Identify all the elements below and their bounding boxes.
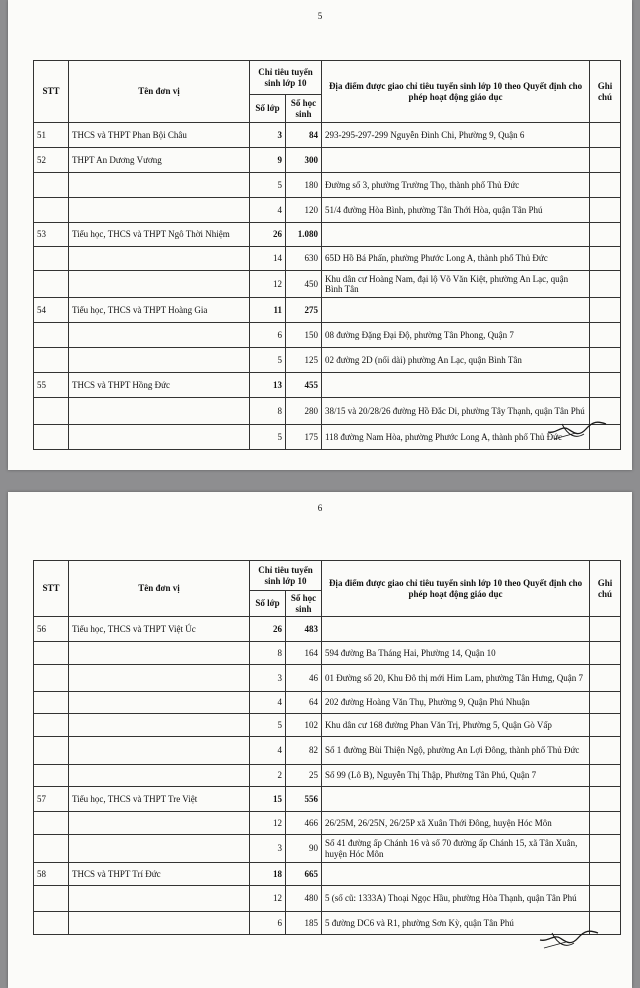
row-address: 26/25M, 26/25N, 26/25P xã Xuân Thới Đông, huyện Hóc Môn [322,812,590,835]
row-classes: 3 [250,123,286,148]
signature-mark [538,925,600,951]
row-address: 02 đường 2D (nối dài) phường An Lạc, quận Bình Tân [322,348,590,373]
row-classes: 12 [250,886,286,912]
row-classes: 5 [250,348,286,373]
row-stt: 54 [34,298,69,323]
row-classes: 18 [250,863,286,886]
row-address: 594 đường Ba Tháng Hai, Phường 14, Quận 10 [322,642,590,665]
document-page-5 [8,0,632,470]
table-row [34,665,621,692]
table-row [34,398,621,425]
table-row [34,692,621,714]
row-stt [34,642,69,665]
row-classes: 4 [250,737,286,765]
row-address [322,617,590,642]
row-students: 175 [286,425,322,450]
header-note: Ghi chú [590,61,621,123]
table-row [34,298,621,323]
row-address: Số 99 (Lô B), Nguyễn Thị Thập, Phường Tân Phú, Quận 7 [322,765,590,787]
row-students: 630 [286,247,322,271]
row-school-name [69,765,250,787]
header-note: Ghi chú [590,561,621,617]
row-students: 275 [286,298,322,323]
table-row [34,886,621,912]
row-school-name: THCS và THPT Phan Bội Châu [69,123,250,148]
table-body [34,617,621,935]
table-row [34,123,621,148]
row-note [590,247,621,271]
row-school-name [69,271,250,298]
row-students: 64 [286,692,322,714]
row-classes: 26 [250,223,286,247]
row-classes: 6 [250,912,286,935]
page-number: 5 [317,11,323,21]
table-row [34,765,621,787]
row-note [590,787,621,812]
row-students: 25 [286,765,322,787]
row-school-name: Tiểu học, THCS và THPT Ngô Thời Nhiệm [69,223,250,247]
row-students: 1.080 [286,223,322,247]
table-row [34,617,621,642]
row-stt [34,198,69,223]
row-classes: 2 [250,765,286,787]
table-row [34,863,621,886]
table-row [34,787,621,812]
row-classes: 5 [250,425,286,450]
row-students: 466 [286,812,322,835]
row-stt [34,348,69,373]
row-stt: 52 [34,148,69,173]
row-students: 164 [286,642,322,665]
row-school-name [69,348,250,373]
row-students: 556 [286,787,322,812]
quota-table [33,60,621,450]
row-classes: 8 [250,642,286,665]
row-school-name: THPT An Dương Vương [69,148,250,173]
header-stt: STT [34,61,69,123]
row-school-name [69,425,250,450]
table-row [34,835,621,863]
header-address: Địa điểm được giao chỉ tiêu tuyển sinh lớp 10 theo Quyết định cho phép hoạt động giáo dục [322,61,590,123]
row-address: 118 đường Nam Hòa, phường Phước Long A, thành phố Thủ Đức [322,425,590,450]
document-page-6 [8,492,632,988]
row-address: Khu dân cư 168 đường Phan Văn Trị, Phường 5, Quận Gò Vấp [322,714,590,737]
row-stt [34,765,69,787]
row-note [590,123,621,148]
header-quota: Chỉ tiêu tuyển sinh lớp 10 [250,61,322,95]
row-stt [34,323,69,348]
row-stt: 51 [34,123,69,148]
row-stt [34,714,69,737]
row-address: 293-295-297-299 Nguyễn Đình Chi, Phường 9, Quận 6 [322,123,590,148]
row-address [322,863,590,886]
row-address: 65D Hồ Bá Phấn, phường Phước Long A, thành phố Thủ Đức [322,247,590,271]
table-row [34,425,621,450]
row-address: 51/4 đường Hòa Bình, phường Tân Thới Hòa, quận Tân Phú [322,198,590,223]
row-students: 280 [286,398,322,425]
row-stt [34,737,69,765]
table-row [34,148,621,173]
row-classes: 12 [250,812,286,835]
table-row [34,247,621,271]
row-note [590,765,621,787]
row-note [590,692,621,714]
row-students: 84 [286,123,322,148]
row-address: 202 đường Hoàng Văn Thụ, Phường 9, Quận Phú Nhuận [322,692,590,714]
table-row [34,323,621,348]
row-school-name [69,642,250,665]
row-classes: 3 [250,665,286,692]
row-address: 5 (số cũ: 1333A) Thoại Ngọc Hầu, phường Hòa Thạnh, quận Tân Phú [322,886,590,912]
header-students: Số học sinh [286,591,322,617]
table-row [34,812,621,835]
header-students: Số học sinh [286,95,322,123]
row-stt [34,692,69,714]
row-school-name [69,665,250,692]
row-classes: 8 [250,398,286,425]
row-note [590,835,621,863]
table-row [34,348,621,373]
row-students: 180 [286,173,322,198]
row-note [590,298,621,323]
signature-mark [546,415,608,441]
table-row [34,198,621,223]
row-address [322,223,590,247]
row-students: 483 [286,617,322,642]
page-number: 6 [317,503,323,513]
row-address [322,148,590,173]
row-classes: 13 [250,373,286,398]
quota-table [33,560,621,935]
row-school-name: Tiểu học, THCS và THPT Tre Việt [69,787,250,812]
row-classes: 26 [250,617,286,642]
row-stt [34,886,69,912]
row-note [590,863,621,886]
row-address: Số 41 đường ấp Chánh 16 và số 70 đường ấp Chánh 15, xã Tân Xuân, huyện Hóc Môn [322,835,590,863]
row-note [590,665,621,692]
row-students: 102 [286,714,322,737]
row-address: Số 1 đường Bùi Thiện Ngộ, phường An Lợi Đông, thành phố Thủ Đức [322,737,590,765]
row-stt: 55 [34,373,69,398]
row-school-name [69,398,250,425]
row-stt [34,398,69,425]
row-school-name: Tiểu học, THCS và THPT Việt Úc [69,617,250,642]
row-school-name [69,692,250,714]
row-school-name [69,886,250,912]
row-note [590,617,621,642]
row-classes: 9 [250,148,286,173]
row-school-name: Tiểu học, THCS và THPT Hoàng Gia [69,298,250,323]
row-school-name: THCS và THPT Trí Đức [69,863,250,886]
row-classes: 14 [250,247,286,271]
row-students: 46 [286,665,322,692]
row-students: 450 [286,271,322,298]
row-note [590,812,621,835]
row-address: 5 đường DC6 và R1, phường Sơn Kỳ, quận Tân Phú [322,912,590,935]
header-quota: Chỉ tiêu tuyển sinh lớp 10 [250,561,322,591]
row-students: 120 [286,198,322,223]
row-note [590,148,621,173]
table-row [34,714,621,737]
row-students: 480 [286,886,322,912]
row-stt: 53 [34,223,69,247]
row-school-name [69,173,250,198]
row-school-name [69,912,250,935]
row-stt: 56 [34,617,69,642]
row-note [590,886,621,912]
row-note [590,348,621,373]
row-classes: 5 [250,173,286,198]
row-note [590,223,621,247]
table-row [34,737,621,765]
row-school-name [69,247,250,271]
row-students: 90 [286,835,322,863]
row-school-name [69,714,250,737]
row-address: 08 đường Đặng Đại Độ, phường Tân Phong, Quận 7 [322,323,590,348]
row-students: 455 [286,373,322,398]
row-students: 125 [286,348,322,373]
row-stt [34,912,69,935]
row-students: 82 [286,737,322,765]
table-row [34,373,621,398]
row-school-name [69,835,250,863]
row-note [590,271,621,298]
row-classes: 5 [250,714,286,737]
row-note [590,323,621,348]
table-row [34,642,621,665]
row-students: 150 [286,323,322,348]
row-note [590,173,621,198]
row-stt [34,665,69,692]
header-name: Tên đơn vị [69,61,250,123]
row-stt: 57 [34,787,69,812]
row-school-name [69,812,250,835]
row-note [590,714,621,737]
row-school-name [69,198,250,223]
row-address: 01 Đường số 20, Khu Đô thị mới Him Lam, phường Tân Hưng, Quận 7 [322,665,590,692]
header-classes: Số lớp [250,591,286,617]
row-students: 300 [286,148,322,173]
row-classes: 4 [250,692,286,714]
row-stt [34,271,69,298]
row-students: 665 [286,863,322,886]
row-stt [34,812,69,835]
row-address [322,373,590,398]
row-classes: 11 [250,298,286,323]
header-classes: Số lớp [250,95,286,123]
row-students: 185 [286,912,322,935]
table-row [34,173,621,198]
row-stt: 58 [34,863,69,886]
header-stt: STT [34,561,69,617]
header-address: Địa điểm được giao chỉ tiêu tuyển sinh lớp 10 theo Quyết định cho phép hoạt động giáo dục [322,561,590,617]
row-address: 38/15 và 20/28/26 đường Hồ Đắc Di, phường Tây Thạnh, quận Tân Phú [322,398,590,425]
row-stt [34,425,69,450]
row-school-name [69,323,250,348]
row-classes: 6 [250,323,286,348]
row-address [322,787,590,812]
row-stt [34,247,69,271]
row-address [322,298,590,323]
row-note [590,198,621,223]
row-stt [34,835,69,863]
row-stt [34,173,69,198]
row-address: Đường số 3, phường Trường Thọ, thành phố Thủ Đức [322,173,590,198]
row-note [590,737,621,765]
row-note [590,373,621,398]
table-row [34,223,621,247]
row-classes: 15 [250,787,286,812]
row-classes: 4 [250,198,286,223]
row-school-name [69,737,250,765]
row-school-name: THCS và THPT Hồng Đức [69,373,250,398]
table-row [34,912,621,935]
table-body [34,123,621,450]
row-classes: 3 [250,835,286,863]
table-row [34,271,621,298]
row-address: Khu dân cư Hoàng Nam, đại lộ Võ Văn Kiệt, phường An Lạc, quận Bình Tân [322,271,590,298]
header-name: Tên đơn vị [69,561,250,617]
row-classes: 12 [250,271,286,298]
row-note [590,642,621,665]
